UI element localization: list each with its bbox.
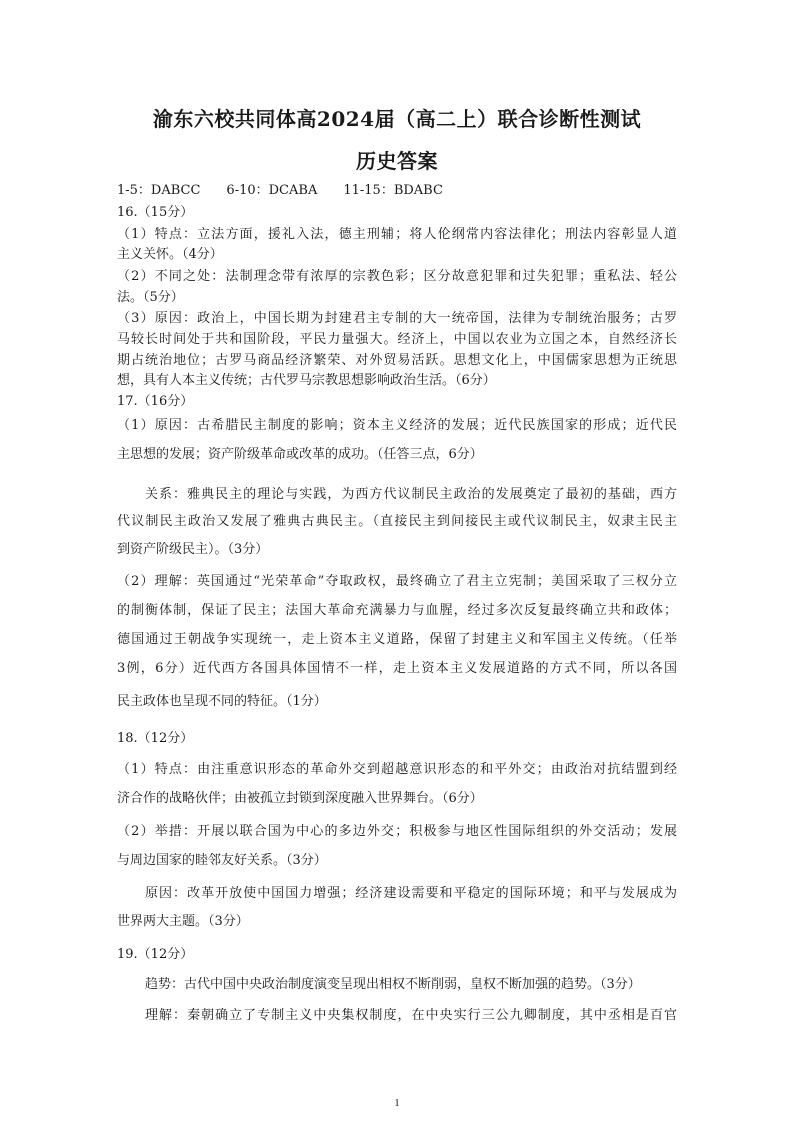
- text-line: 主义关怀。（4分）: [117, 247, 223, 262]
- page-number: 1: [394, 1097, 400, 1109]
- text-line: （1）原因：古希腊民主制度的影响；资本主义经济的发展；近代民族国家的形成；近代民: [117, 418, 677, 433]
- text-line: （2）理解：英国通过“光荣革命”夺取政权，最终确立了君主立宪制；美国采取了三权分立: [117, 574, 677, 589]
- text-line: 与周边国家的睦邻友好关系。（3分）: [117, 853, 327, 868]
- text-line: 到资产阶级民主）。（3分）: [117, 542, 269, 557]
- question-header-17: 17.（16分）: [117, 394, 194, 409]
- text-line: 主思想的发展；资产阶级革命或改革的成功。（任答三点，6分）: [117, 447, 483, 462]
- answer-key-line: 1-5：DABCC 6-10：DCABA 11-15：BDABC: [117, 183, 443, 198]
- text-line: 济合作的战略伙伴；由被孤立封锁到深度融入世界舞台。（6分）: [117, 791, 483, 806]
- text-line: （1）特点：立法方面，援礼入法，德主刑辅；将人伦纲常内容法律化；刑法内容彰显人道: [117, 227, 677, 242]
- document-subtitle: 历史答案: [356, 149, 438, 173]
- text-line: 世界两大主题。（3分）: [117, 914, 249, 929]
- text-line: 代议制民主政治又发展了雅典古典民主。（直接民主到间接民主或代议制民主，奴隶主民主: [117, 514, 677, 529]
- text-line: 法。（5分）: [117, 290, 184, 305]
- text-line: 期占统治地位；古罗马商品经济繁荣、对外贸易活跃。思想文化上，中国儒家思想为正统思: [117, 353, 677, 368]
- text-line: 的制衡体制，保证了民主；法国大革命充满暴力与血腥，经过多次反复最终确立共和政体；: [117, 603, 677, 618]
- text-line: （1）特点：由注重意识形态的革命外交到超越意识形态的和平外交；由政治对抗结盟到经: [117, 762, 677, 777]
- text-line: （2）不同之处：法制理念带有浓厚的宗教色彩；区分故意犯罪和过失犯罪；重私法、轻公: [117, 269, 677, 284]
- text-line: （2）举措：开展以联合国为中心的多边外交；积极参与地区性国际组织的外交活动；发展: [117, 824, 677, 839]
- document-title: 渝东六校共同体高2024届（高二上）联合诊断性测试: [152, 107, 642, 131]
- question-header-18: 18.（12分）: [117, 731, 194, 746]
- text-line: 马较长时间处于共和国阶段，平民力量强大。经济上，中国以农业为立国之本，自然经济长: [117, 332, 677, 347]
- text-line: 民主政体也呈现不同的特征。（1分）: [117, 694, 327, 709]
- text-line: 理解：秦朝确立了专制主义中央集权制度，在中央实行三公九卿制度，其中丞相是百官: [145, 1008, 677, 1023]
- text-line: 3例，6分）近代西方各国具体国情不一样，走上资本主义发展道路的方式不同，所以各国: [117, 661, 677, 676]
- text-line: （3）原因：政治上，中国长期为封建君主专制的大一统帝国，法律为专制统治服务；古罗: [117, 311, 677, 326]
- text-line: 原因：改革开放使中国国力增强；经济建设需要和平稳定的国际环境；和平与发展成为: [145, 886, 677, 901]
- text-line: 趋势：古代中国中央政治制度演变呈现出相权不断削弱，皇权不断加强的趋势。（3分）: [145, 977, 641, 992]
- text-line: 关系：雅典民主的理论与实践，为西方代议制民主政治的发展奠定了最初的基础，西方: [145, 487, 677, 502]
- question-header-19: 19.（12分）: [117, 947, 194, 962]
- text-line: 德国通过王朝战争实现统一，走上资本主义道路，保留了封建主义和军国主义传统。（任举: [117, 632, 677, 647]
- question-header-16: 16.（15分）: [117, 205, 194, 220]
- text-line: 想，具有人本主义传统；古代罗马宗教思想影响政治生活。（6分）: [117, 373, 496, 388]
